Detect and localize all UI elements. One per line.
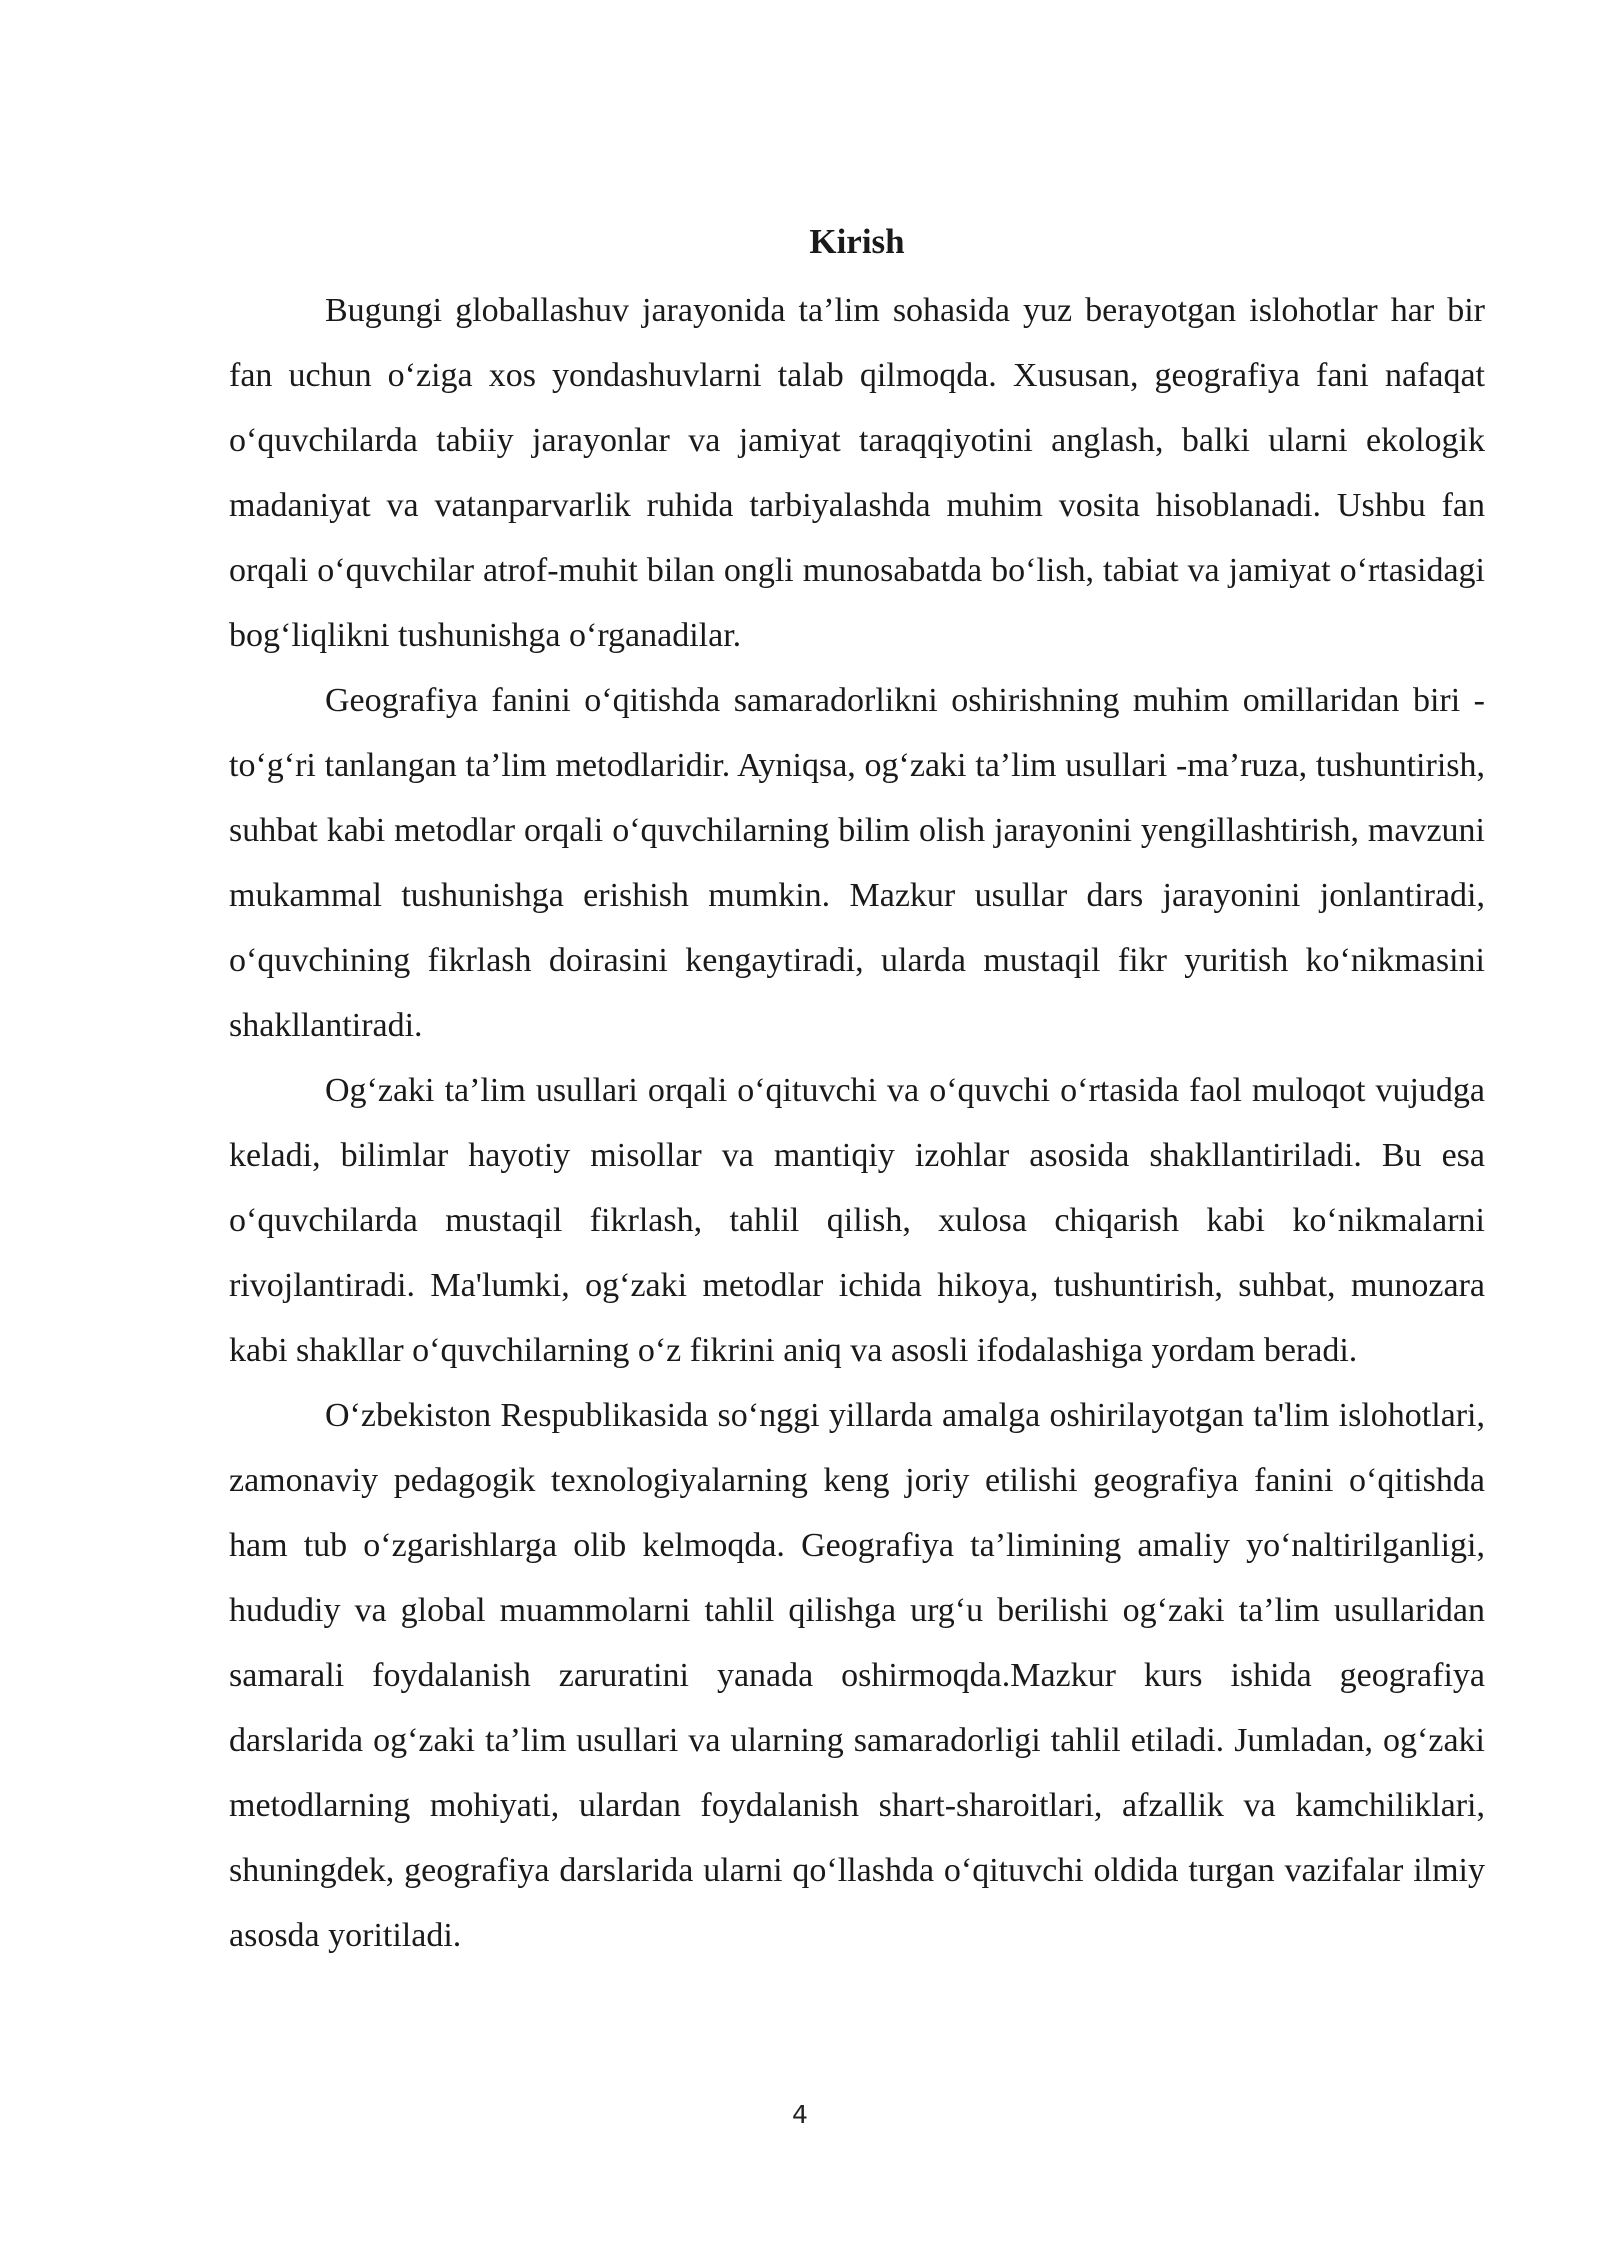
paragraph-2: Geografiya fanini o‘qitishda samaradorlikni oshirishning muhim omillaridan biri -to‘g‘ri tanlangan ta’lim metodlaridir. Ayniqsa, og‘zaki ta’lim usullari -ma’ruza, tushuntirish, suhbat kabi metodlar orqali o‘quvchilarning bilim olish jarayonini yengillashtirish, mavzuni mukammal tushunishga erishish mumkin. Mazkur usullar dars jarayonini jonlantiradi, o‘quvchining fikrlash doirasini kengaytiradi, ularda mustaqil fikr yuritish ko‘nikmasini shakllantiradi. (229, 682, 1485, 1044)
paragraph-4: O‘zbekiston Respublikasida so‘nggi yillarda amalga oshirilayotgan ta'lim islohotlari, zamonaviy pedagogik texnologiyalarning keng joriy etilishi geografiya fanini o‘qitishda ham tub o‘zgarishlarga olib kelmoqda. Geografiya ta’limining amaliy yo‘naltirilganligi, hududiy va global muammolarni tahlil qilishga urg‘u berilishi og‘zaki ta’lim usullaridan samarali foydalanish zaruratini yanada oshirmoqda.Mazkur kurs ishida geografiya darslarida og‘zaki ta’lim usullari va ularning samaradorligi tahlil etiladi. Jumladan, og‘zaki metodlarning mohiyati, ulardan foydalanish shart-sharoitlari, afzallik va kamchiliklari, shuningdek, geografiya darslarida ularni qo‘llashda o‘qituvchi oldida turgan vazifalar ilmiy asosda yoritiladi. (229, 1397, 1485, 1954)
paragraph-3: Og‘zaki ta’lim usullari orqali o‘qituvchi va o‘quvchi o‘rtasida faol muloqot vujudga keladi, bilimlar hayotiy misollar va mantiqiy izohlar asosida shakllantiriladi. Bu esa o‘quvchilarda mustaqil fikrlash, tahlil qilish, xulosa chiqarish kabi ko‘nikmalarni rivojlantiradi. Ma'lumki, og‘zaki metodlar ichida hikoya, tushuntirish, suhbat, munozara kabi shakllar o‘quvchilarning o‘z fikrini aniq va asosli ifodalashiga yordam beradi. (229, 1072, 1485, 1369)
document-page (229, 214, 1485, 1968)
page-number: 4 (792, 2100, 808, 2129)
section-title: Kirish (809, 222, 905, 261)
paragraph-1: Bugungi globallashuv jarayonida ta’lim sohasida yuz berayotgan islohotlar har bir fan uchun o‘ziga xos yondashuvlarni talab qilmoqda. Xususan, geografiya fani nafaqat o‘quvchilarda tabiiy jarayonlar va jamiyat taraqqiyotini anglash, balki ularni ekologik madaniyat va vatanparvarlik ruhida tarbiyalashda muhim vosita hisoblanadi. Ushbu fan orqali o‘quvchilar atrof-muhit bilan ongli munosabatda bo‘lish, tabiat va jamiyat o‘rtasidagi bog‘liqlikni tushunishga o‘rganadilar. (229, 292, 1485, 654)
